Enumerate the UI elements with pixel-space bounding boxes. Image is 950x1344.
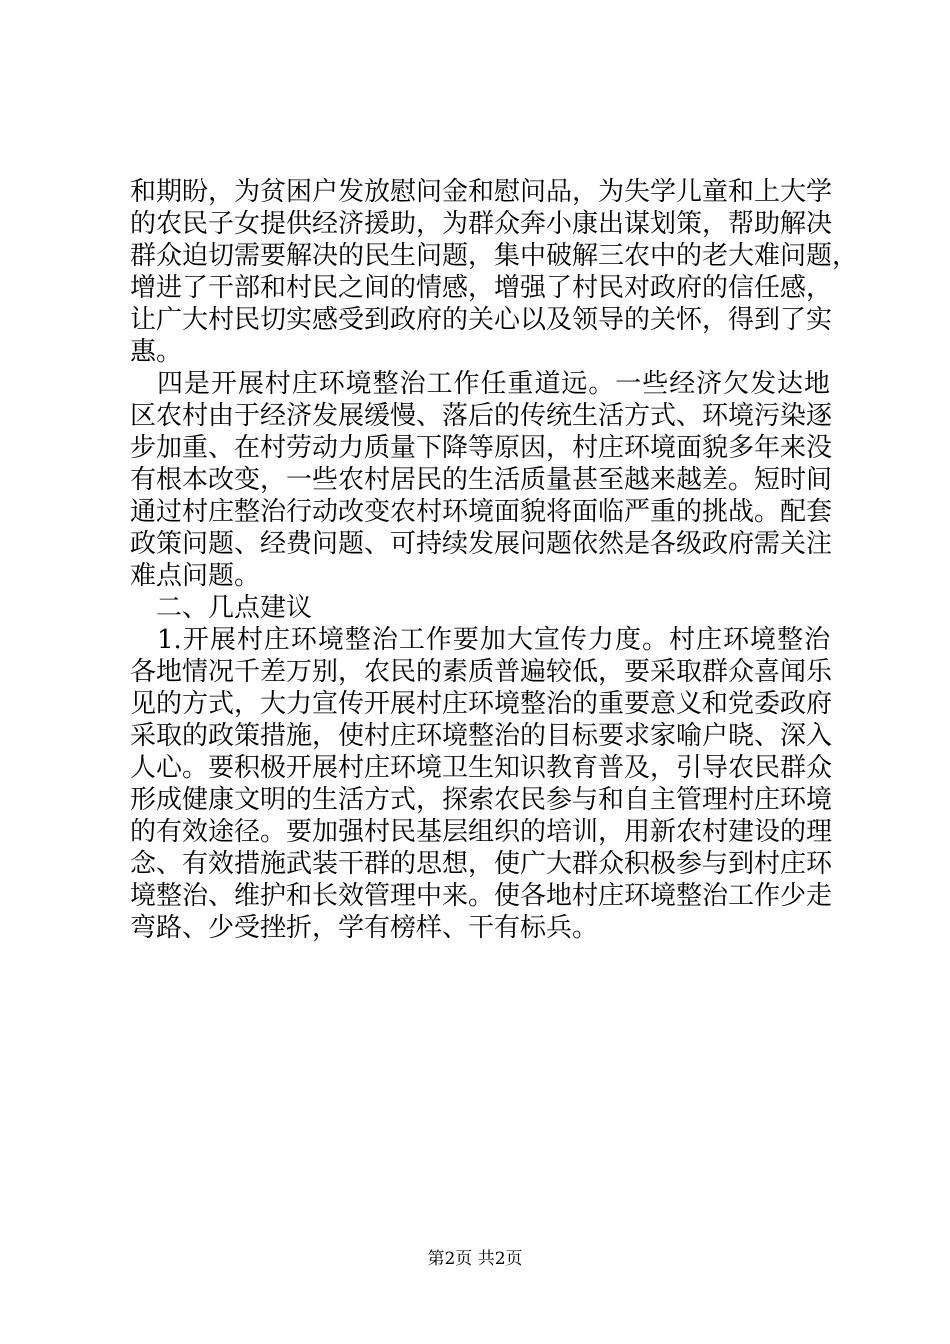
text-line: 有根本改变，一些农村居民的生活质量甚至越来越差。短时间 bbox=[130, 465, 833, 495]
text-line: 和期盼，为贫困户发放慰问金和慰问品，为失学儿童和上大学 bbox=[130, 177, 833, 207]
text-line: 境整治、维护和长效管理中来。使各地村庄环境整治工作少走 bbox=[130, 881, 833, 911]
text-line: 形成健康文明的生活方式，探索农民参与和自主管理村庄环境 bbox=[130, 785, 833, 815]
text-line: 四是开展村庄环境整治工作任重道远。一些经济欠发达地 bbox=[130, 369, 830, 399]
text-line: 惠。 bbox=[130, 337, 183, 367]
page-footer: 第2页 共2页 bbox=[427, 1249, 523, 1269]
text-line: 让广大村民切实感受到政府的关心以及领导的关怀，得到了实 bbox=[130, 305, 833, 335]
text-line: 的农民子女提供经济援助，为群众奔小康出谋划策，帮助解决 bbox=[130, 209, 833, 239]
text-line: 人心。要积极开展村庄环境卫生知识教育普及，引导农民群众 bbox=[130, 753, 833, 783]
text-line: 难点问题。 bbox=[130, 561, 261, 591]
text-line: 的有效途径。要加强村民基层组织的培训，用新农村建设的理 bbox=[130, 817, 833, 847]
text-line: 采取的政策措施，使村庄环境整治的目标要求家喻户晓、深入 bbox=[130, 721, 833, 751]
text-line: 弯路、少受挫折，学有榜样、干有标兵。 bbox=[130, 913, 599, 943]
text-line: 区农村由于经济发展缓慢、落后的传统生活方式、环境污染逐 bbox=[130, 401, 833, 431]
text-line: 通过村庄整治行动改变农村环境面貌将面临严重的挑战。配套 bbox=[130, 497, 833, 527]
document-body bbox=[130, 176, 859, 944]
text-line: 各地情况千差万别，农民的素质普遍较低，要采取群众喜闻乐 bbox=[130, 657, 833, 687]
section-heading: 二、几点建议 bbox=[130, 593, 313, 623]
text-line: 念、有效措施武装干群的思想，使广大群众积极参与到村庄环 bbox=[130, 849, 833, 879]
text-line: 政策问题、经费问题、可持续发展问题依然是各级政府需关注 bbox=[130, 529, 833, 559]
text-line: 见的方式，大力宣传开展村庄环境整治的重要意义和党委政府 bbox=[130, 689, 833, 719]
text-line: 1.开展村庄环境整治工作要加大宣传力度。村庄环境整治 bbox=[130, 625, 830, 655]
text-line: 步加重、在村劳动力质量下降等原因，村庄环境面貌多年来没 bbox=[130, 433, 833, 463]
text-line: 增进了干部和村民之间的情感，增强了村民对政府的信任感， bbox=[130, 273, 833, 303]
text-line: 群众迫切需要解决的民生问题，集中破解三农中的老大难问题， bbox=[130, 241, 859, 271]
